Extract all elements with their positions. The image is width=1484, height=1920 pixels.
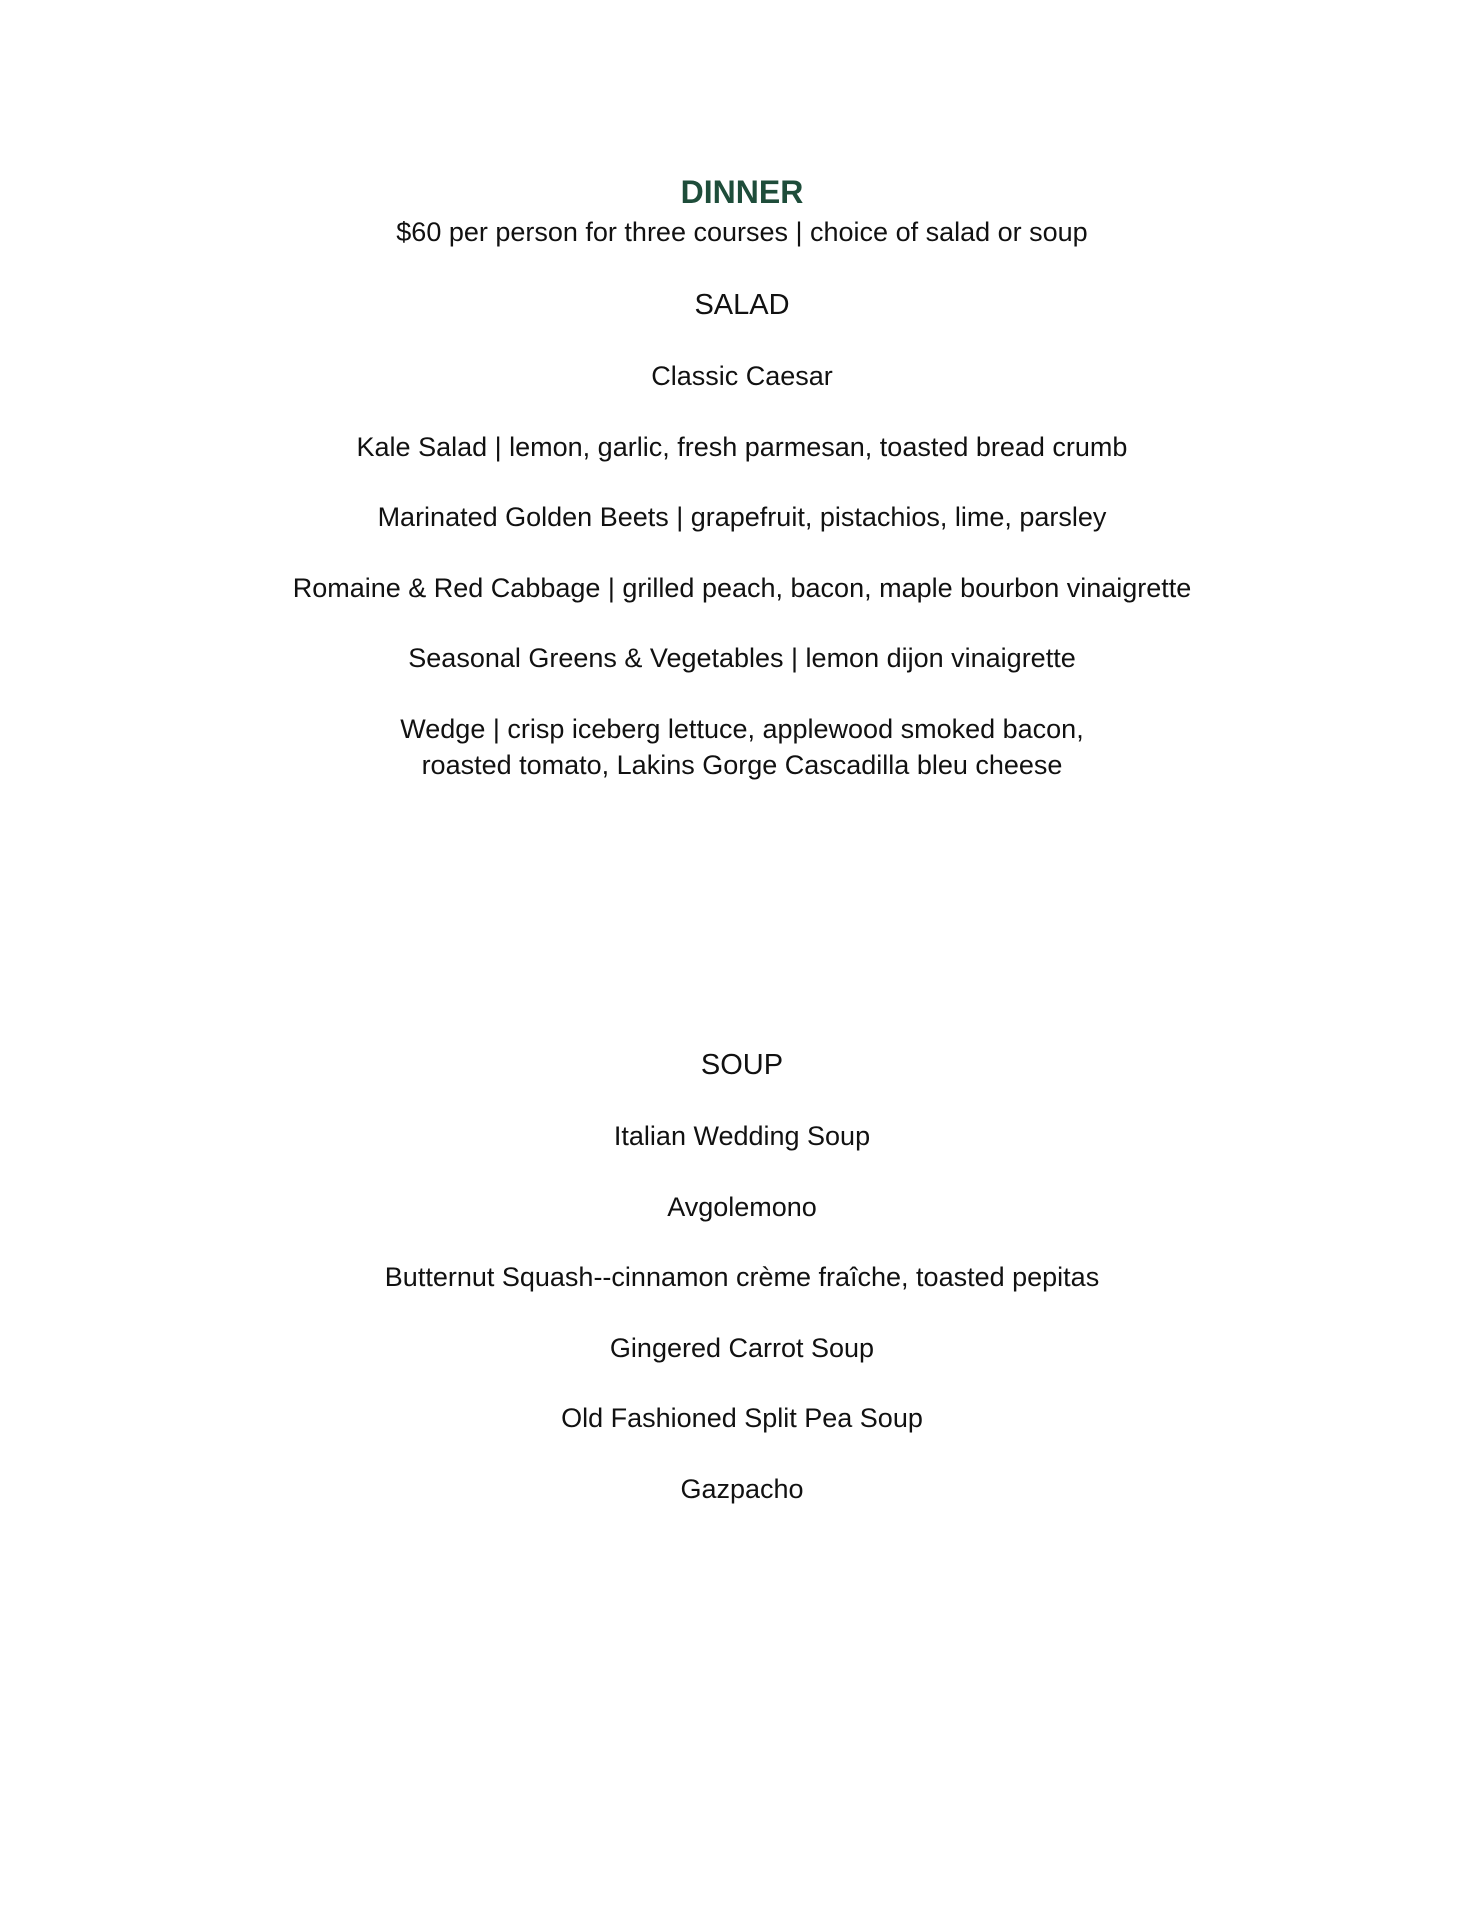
- salad-item: Classic Caesar: [651, 361, 833, 391]
- soup-item: Butternut Squash--cinnamon crème fraîche, toasted pepitas: [384, 1262, 1100, 1292]
- menu-title: DINNER: [680, 174, 804, 210]
- soup-item: Gazpacho: [680, 1474, 804, 1504]
- salad-item: Romaine & Red Cabbage | grilled peach, bacon, maple bourbon vinaigrette: [292, 573, 1192, 603]
- soup-heading: SOUP: [700, 1049, 784, 1081]
- menu-subtitle: $60 per person for three courses | choice of salad or soup: [396, 217, 1088, 247]
- wedge-line-1: Wedge | crisp iceberg lettuce, applewood smoked bacon,: [400, 714, 1084, 744]
- salad-item-wedge: [0, 711, 1484, 783]
- soup-item: Old Fashioned Split Pea Soup: [561, 1403, 923, 1433]
- soup-item: Gingered Carrot Soup: [609, 1333, 875, 1363]
- wedge-line-2: roasted tomato, Lakins Gorge Cascadilla bleu cheese: [421, 750, 1063, 780]
- salad-heading: SALAD: [694, 289, 790, 321]
- soup-item: Italian Wedding Soup: [613, 1121, 871, 1151]
- salad-item: Marinated Golden Beets | grapefruit, pistachios, lime, parsley: [377, 502, 1107, 532]
- salad-item: Kale Salad | lemon, garlic, fresh parmesan, toasted bread crumb: [356, 432, 1128, 462]
- salad-item: Seasonal Greens & Vegetables | lemon dijon vinaigrette: [408, 643, 1076, 673]
- soup-item: Avgolemono: [667, 1192, 817, 1222]
